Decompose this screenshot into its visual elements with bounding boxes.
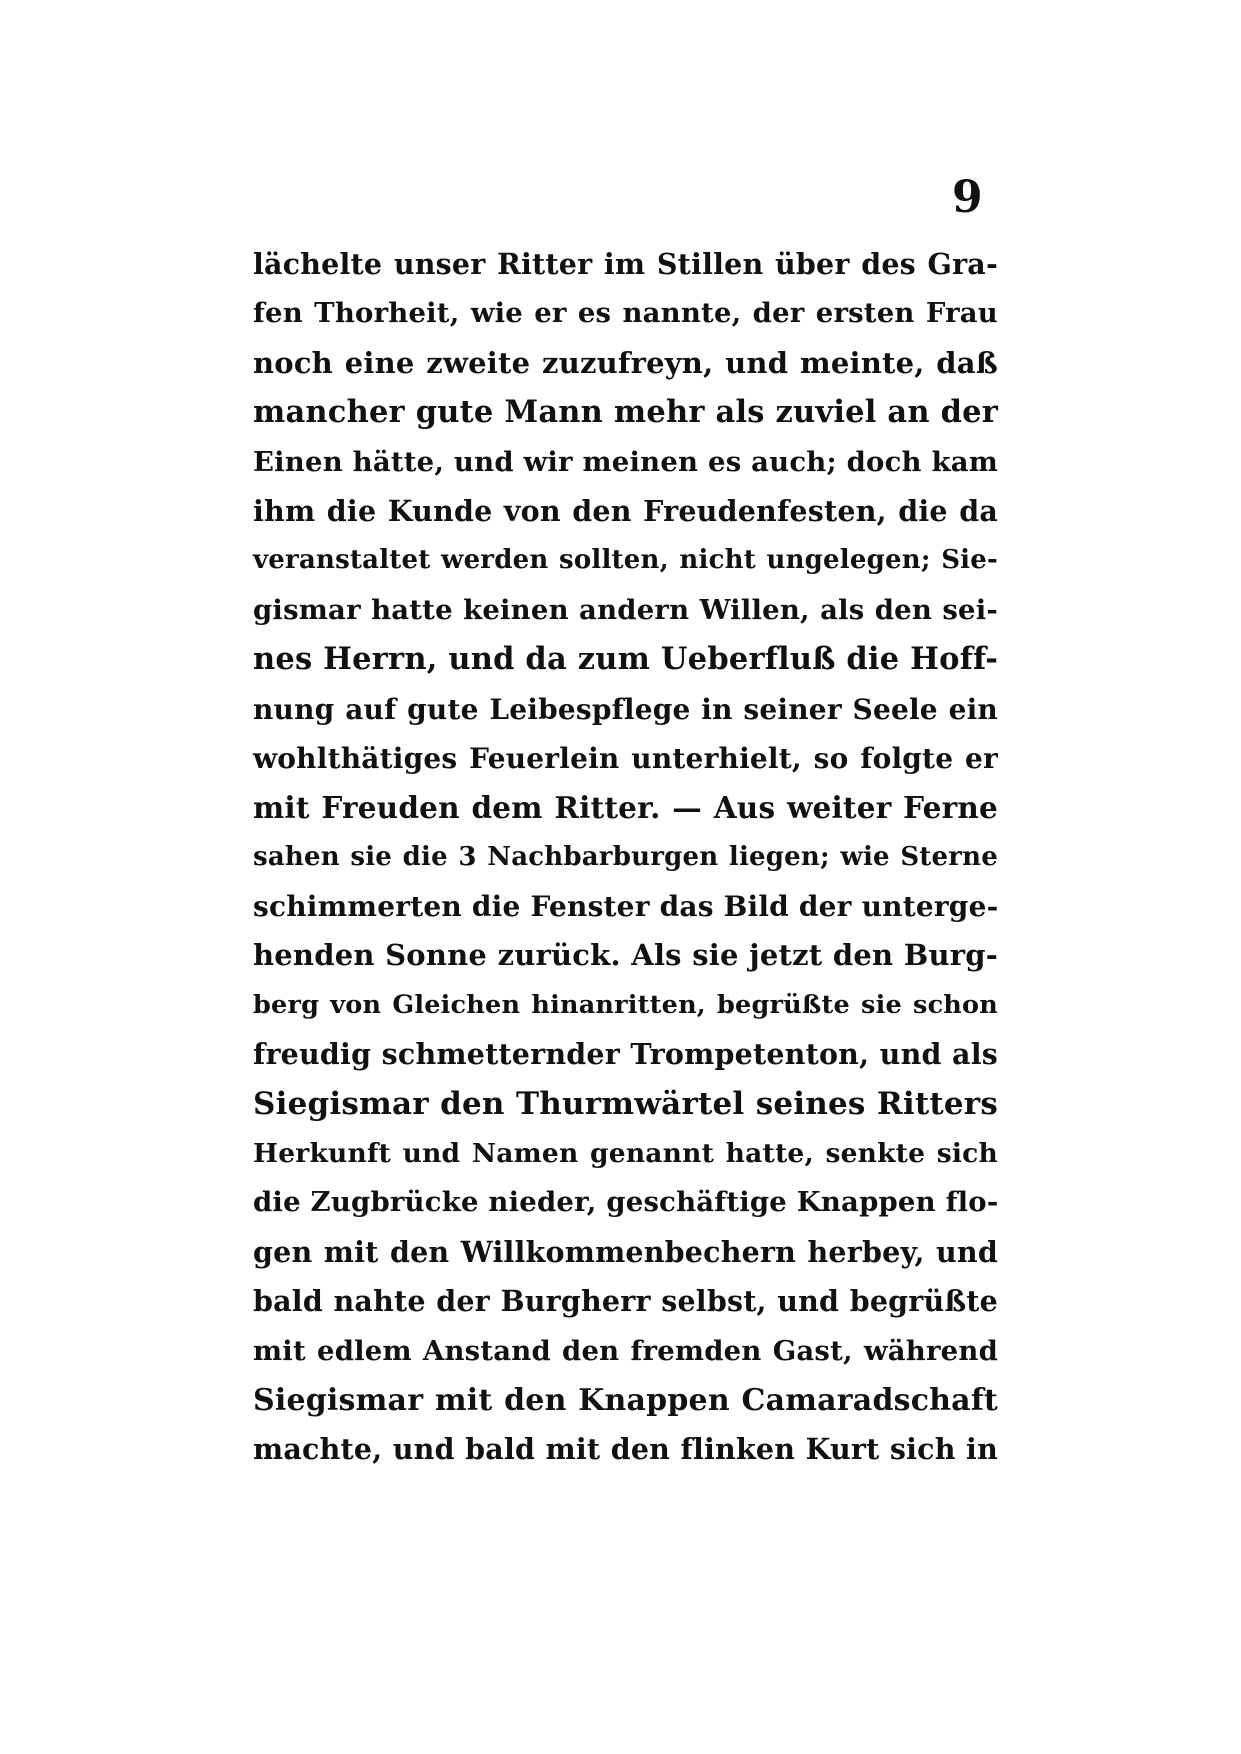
text-line: freudig schmetternder Trompetenton, und als	[253, 1037, 998, 1072]
text-line: nes Herrn, und da zum Ueberfluß die Hoff-	[253, 641, 999, 678]
text-line: ihm die Kunde von den Freudenfesten, die da	[253, 493, 998, 528]
text-line: mit Freuden dem Ritter. — Aus weiter Ferne	[253, 790, 998, 826]
page-number: 9	[952, 172, 983, 223]
text-line: gen mit den Willkommenbechern herbey, und	[253, 1234, 998, 1269]
text-line: gismar hatte keinen andern Willen, als den sei-	[253, 593, 998, 626]
text-line: veranstaltet werden sollten, nicht ungelegen; Sie-	[253, 545, 998, 576]
text-line: Siegismar den Thurmwärtel seines Ritters	[253, 1085, 998, 1122]
text-line: berg von Gleichen hinanritten, begrüßte sie schon	[253, 989, 998, 1020]
text-line: nung auf gute Leibespflege in seiner Seele ein	[253, 692, 998, 726]
text-line: sahen sie die 3 Nachbarburgen liegen; wie Sterne	[253, 841, 998, 872]
text-line: mancher gute Mann mehr als zuviel an der	[253, 394, 998, 431]
text-line: die Zugbrücke nieder, geschäftige Knappen flo-	[253, 1186, 999, 1219]
text-line: lächelte unser Ritter im Stillen über des Gra-	[253, 247, 998, 281]
text-line: wohlthätiges Feuerlein unterhielt, so folgte er	[253, 741, 998, 775]
text-line: schimmerten die Fenster das Bild der unterge-	[253, 890, 999, 924]
text-line: Einen hätte, und wir meinen es auch; doch kam	[253, 445, 999, 478]
text-line: Herkunft und Namen genannt hatte, senkte sich	[253, 1138, 998, 1170]
text-line: bald nahte der Burgherr selbst, und begrüßte	[253, 1284, 998, 1319]
text-line: fen Thorheit, wie er es nannte, der ersten Frau	[253, 297, 998, 330]
text-line: Siegismar mit den Knappen Camaradschaft	[253, 1382, 998, 1418]
text-line: mit edlem Anstand den fremden Gast, während	[253, 1334, 998, 1367]
text-line: noch eine zweite zuzufreyn, und meinte, daß	[253, 345, 998, 380]
body-text	[253, 240, 998, 1475]
text-line: henden Sonne zurück. Als sie jetzt den Burg-	[253, 938, 998, 973]
text-line: machte, und bald mit den flinken Kurt sich in	[253, 1432, 998, 1467]
